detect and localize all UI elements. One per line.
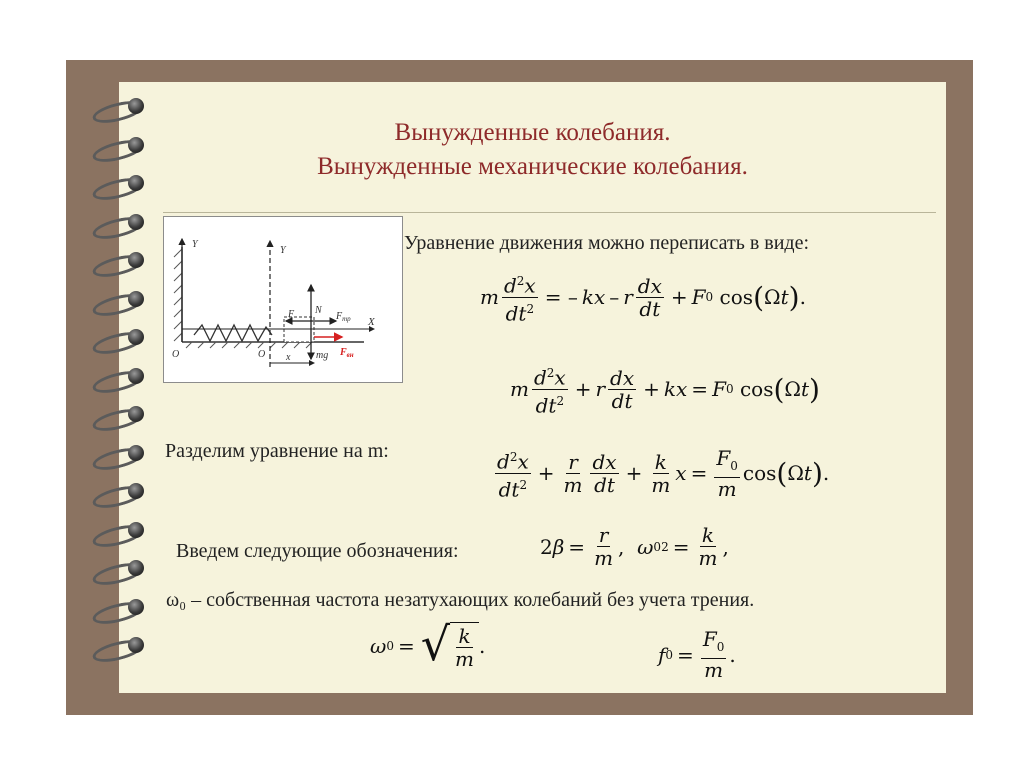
divide-text: Разделим уравнение на m: [165,440,389,462]
spring-mass-figure [164,217,402,382]
spiral-ring [92,251,148,273]
spiral-ring [92,405,148,427]
spiral-ring [92,482,148,504]
force-ext-label: $F_{вн}$ [340,347,354,359]
spiral-ring [92,290,148,312]
force-mg-label: mg [316,350,329,361]
spiral-ring [92,328,148,350]
notation-text: Введем следующие обозначения: [176,540,459,562]
intro-text: Уравнение движения можно переписать в виде: [404,232,810,254]
origin-2-label: O [258,349,266,360]
spiral-ring [92,367,148,389]
axis-x-label: X [368,316,375,328]
displacement-label: x [286,352,291,363]
axis-y2-label: Y [280,245,286,256]
spiral-ring [92,636,148,658]
spiral-ring [92,598,148,620]
origin-1-label: O [172,349,180,360]
spring [194,325,272,341]
spring-mass-diagram [163,216,403,383]
equation-motion-2: m $\frac{d^2x}{dt^2}$ + r $\frac{dx}{dt}$ + kx = F 0 cos ( Ω t ) [510,362,820,416]
spiral-ring [92,97,148,119]
force-n-label: N [315,305,322,316]
equation-normalized: $\frac{d^2x}{dt^2}$ + $\frac{r}{m}$ $\frac{dx}{dt}$ + $\frac{k}{m}$ x = $\frac{F_0}{m}$ cos ( Ω t ) . [497,445,830,502]
slide-title-line-2: Вынужденные механические колебания. [317,153,748,180]
frequency-formula: f 0 = $\frac{F_0}{m}$ . [658,627,736,682]
omega-formula: ω 0 = √ $\frac{k}{m}$ . [370,617,486,671]
floor-hatch [186,342,312,348]
spiral-ring [92,559,148,581]
spiral-ring [92,521,148,543]
force-f-label: F [288,309,295,320]
spiral-ring [92,213,148,235]
omega-definition: ω₀ – собственная частота незатухающих колебаний без учета трения. [166,589,755,611]
spiral-ring [92,444,148,466]
equation-motion-1: m $\frac{d^2x}{dt^2}$ = – kx – r $\frac{dx}{dt}$ + F 0 cos ( Ω t ) . [480,270,806,324]
force-ftr-label: $F_{тр}$ [336,311,351,323]
slide-title-line-1: Вынужденные колебания. [394,119,671,146]
wall-hatch [174,249,182,341]
notation-formulas: 2 β = $\frac{r}{m}$ , ω 0 2 = $\frac{k}{m}$ , [540,523,729,570]
axis-y-label: Y [192,239,198,250]
title-divider [163,212,936,213]
